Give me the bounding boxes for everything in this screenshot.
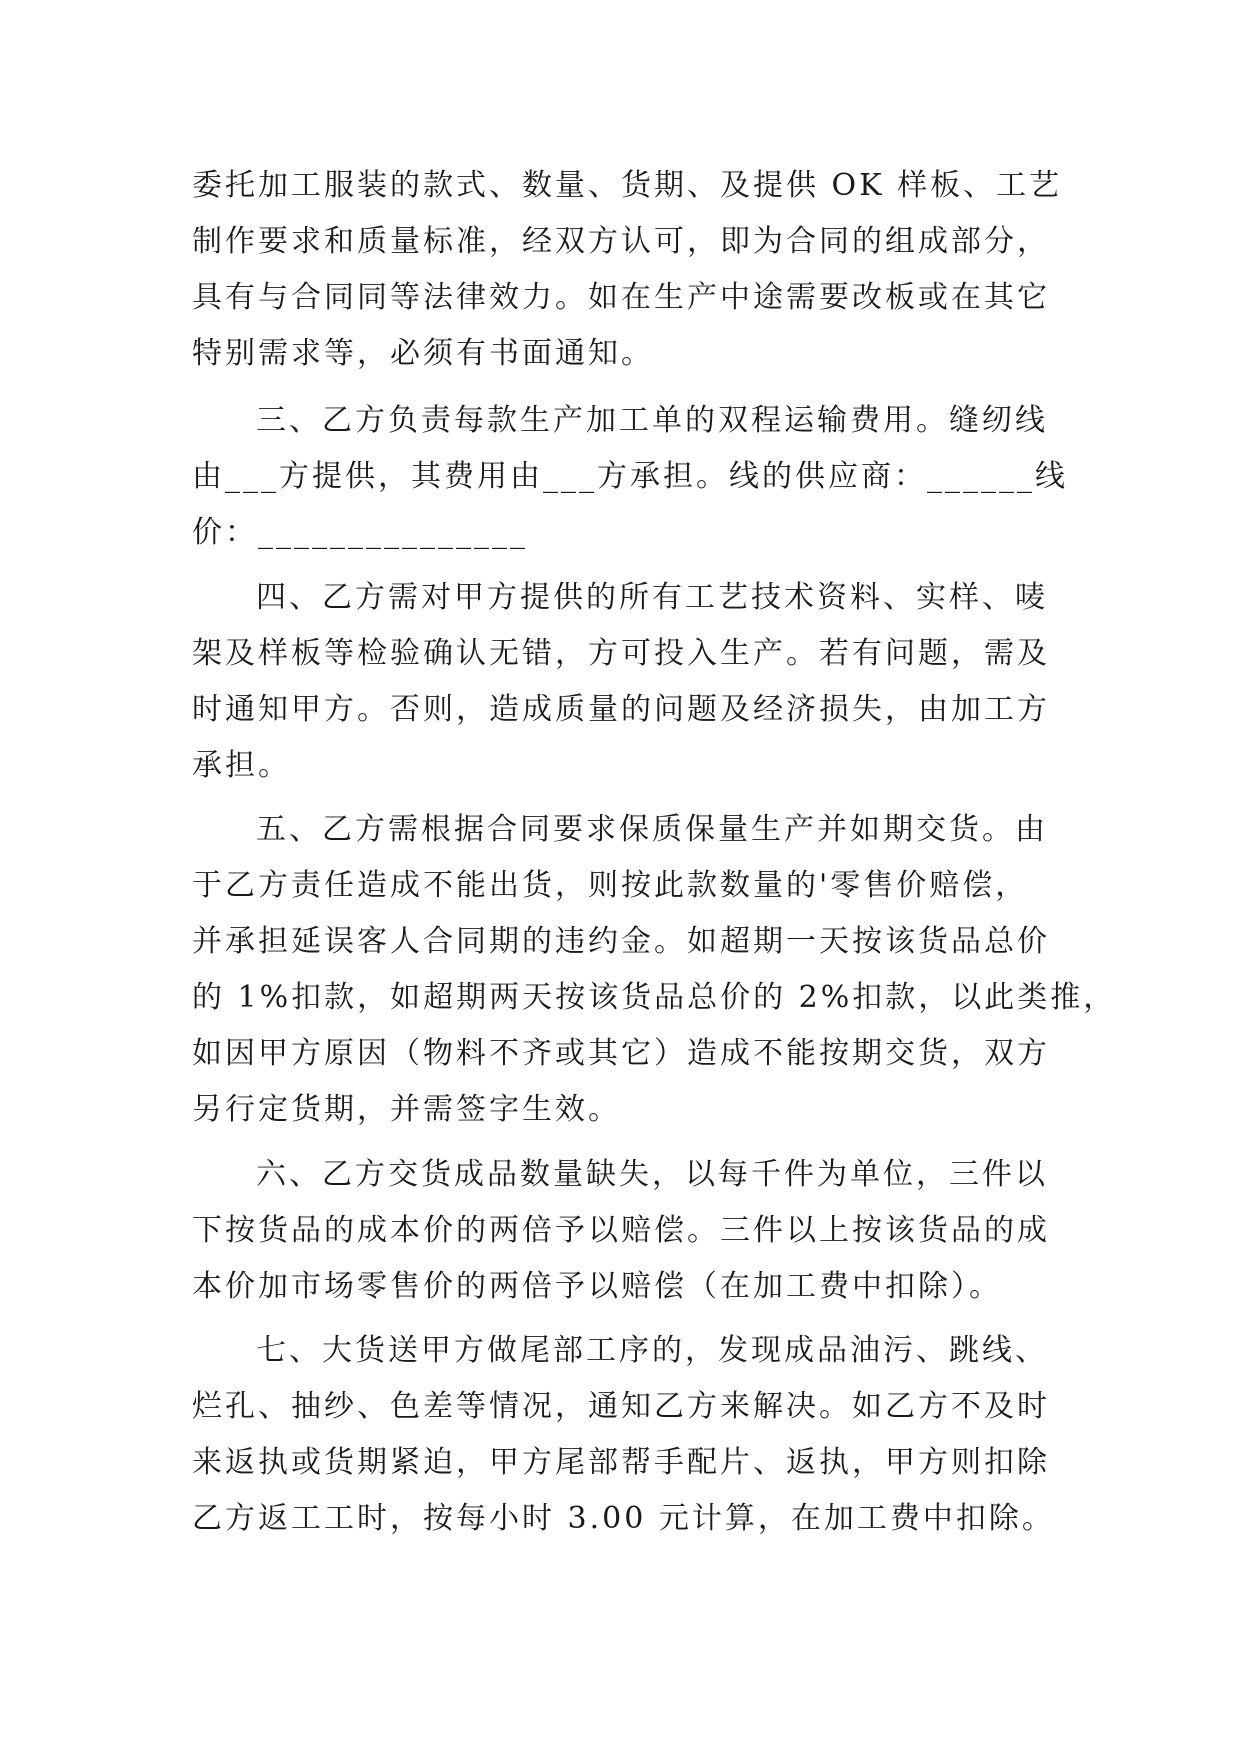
text-line: 承担。 xyxy=(192,748,291,783)
text-line: 的 1%扣款，如超期两天按该货品总价的 2%扣款，以此类推， xyxy=(192,980,1117,1015)
text-line: 如因甲方原因（物料不齐或其它）造成不能按期交货，双方 xyxy=(192,1036,1050,1071)
text-line: 四、乙方需对甲方提供的所有工艺技术资料、实样、唛 xyxy=(256,580,1048,615)
text-line: 具有与合同同等法律效力。如在生产中途需要改板或在其它 xyxy=(192,280,1050,315)
text-line: 乙方返工工时，按每小时 3.00 元计算，在加工费中扣除。 xyxy=(192,1501,1055,1536)
text-line: 六、乙方交货成品数量缺失，以每千件为单位，三件以 xyxy=(256,1157,1048,1192)
text-line: 来返执或货期紧迫，甲方尾部帮手配片、返执，甲方则扣除 xyxy=(192,1445,1050,1480)
text-line: 架及样板等检验确认无错，方可投入生产。若有问题，需及 xyxy=(192,636,1050,671)
text-line: 委托加工服装的款式、数量、货期、及提供 OK 样板、工艺 xyxy=(192,168,1063,203)
text-line: 时通知甲方。否则，造成质量的问题及经济损失，由加工方 xyxy=(192,692,1050,727)
text-line: 于乙方责任造成不能出货，则按此款数量的'零售价赔偿， xyxy=(192,868,1029,903)
text-line: 并承担延误客人合同期的违约金。如超期一天按该货品总价 xyxy=(192,924,1050,959)
text-line: 五、乙方需根据合同要求保质保量生产并如期交货。由 xyxy=(256,812,1048,847)
text-line: 七、大货送甲方做尾部工序的，发现成品油污、跳线、 xyxy=(256,1333,1048,1368)
text-line: 三、乙方负责每款生产加工单的双程运输费用。缝纫线 xyxy=(256,403,1048,438)
text-line: 价：_______________ xyxy=(192,515,528,550)
text-line: 由___方提供，其费用由___方承担。线的供应商：______线 xyxy=(192,459,1068,494)
text-line: 特别需求等，必须有书面通知。 xyxy=(192,336,654,371)
text-line: 下按货品的成本价的两倍予以赔偿。三件以上按该货品的成 xyxy=(192,1213,1050,1248)
text-line: 烂孔、抽纱、色差等情况，通知乙方来解决。如乙方不及时 xyxy=(192,1389,1050,1424)
text-line: 另行定货期，并需签字生效。 xyxy=(192,1092,621,1127)
text-line: 制作要求和质量标准，经双方认可，即为合同的组成部分， xyxy=(192,224,1050,259)
text-line: 本价加市场零售价的两倍予以赔偿（在加工费中扣除）。 xyxy=(192,1269,1002,1304)
